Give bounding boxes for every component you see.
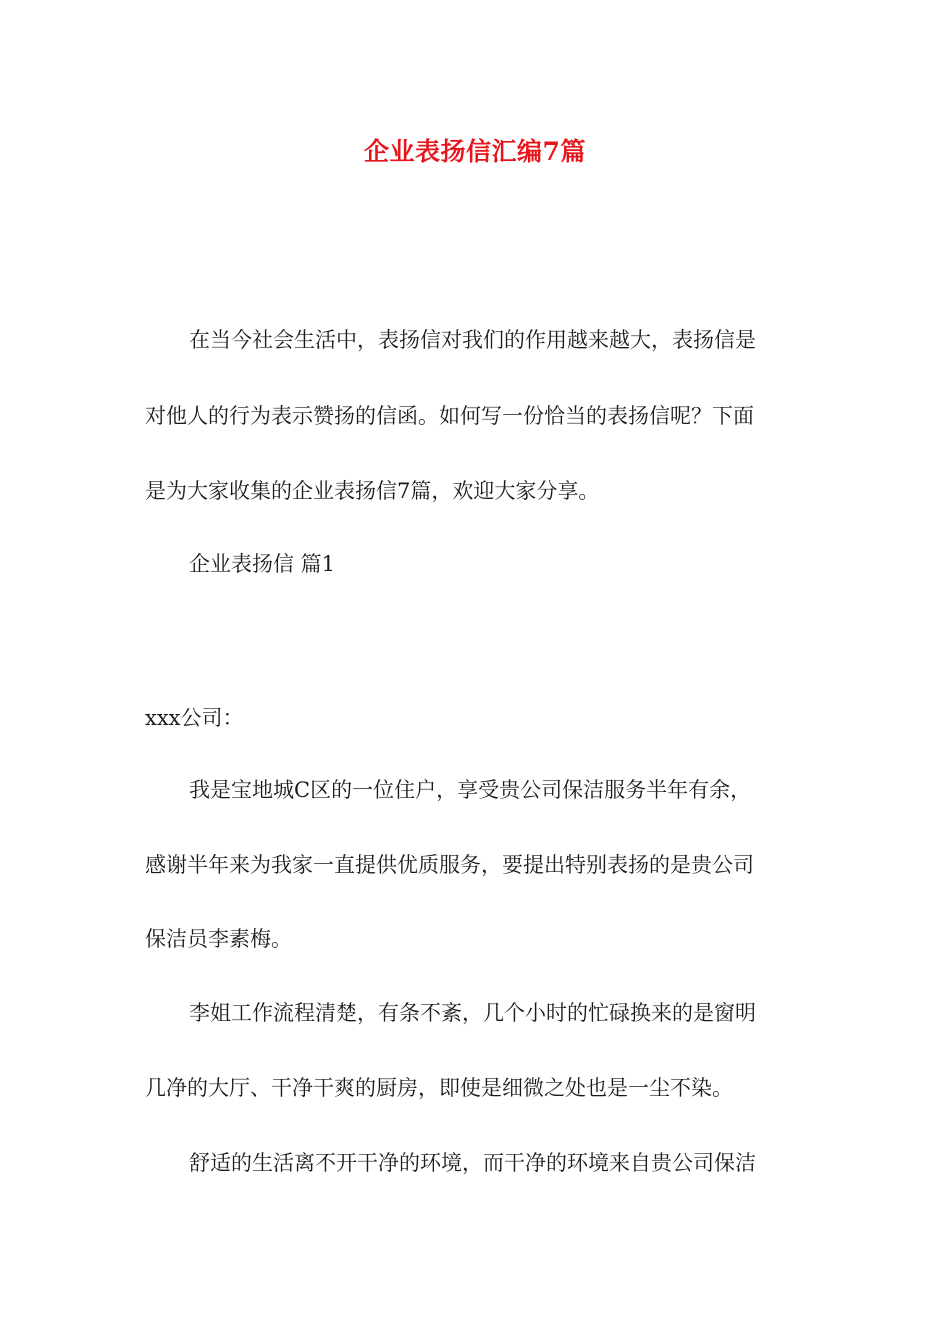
paragraph-line: 舒适的生活离不开干净的环境，而干净的环境来自贵公司保洁 bbox=[189, 1151, 756, 1175]
letter-salutation: xxx公司： bbox=[145, 706, 244, 730]
section-heading: 企业表扬信 篇1 bbox=[189, 552, 336, 576]
paragraph-line: 李姐工作流程清楚，有条不紊，几个小时的忙碌换来的是窗明 bbox=[189, 1001, 756, 1025]
document-title: 企业表扬信汇编7篇 bbox=[364, 137, 586, 166]
paragraph-line: 在当今社会生活中，表扬信对我们的作用越来越大，表扬信是 bbox=[189, 328, 756, 352]
paragraph-line: 保洁员李素梅。 bbox=[145, 927, 292, 951]
paragraph-line: 几净的大厅、干净干爽的厨房，即使是细微之处也是一尘不染。 bbox=[145, 1076, 733, 1100]
paragraph-line: 我是宝地城C区的一位住户，享受贵公司保洁服务半年有余， bbox=[189, 778, 752, 802]
paragraph-line: 是为大家收集的企业表扬信7篇，欢迎大家分享。 bbox=[145, 479, 600, 503]
paragraph-line: 感谢半年来为我家一直提供优质服务，要提出特别表扬的是贵公司 bbox=[145, 853, 754, 877]
paragraph-line: 对他人的行为表示赞扬的信函。如何写一份恰当的表扬信呢？下面 bbox=[145, 404, 754, 428]
